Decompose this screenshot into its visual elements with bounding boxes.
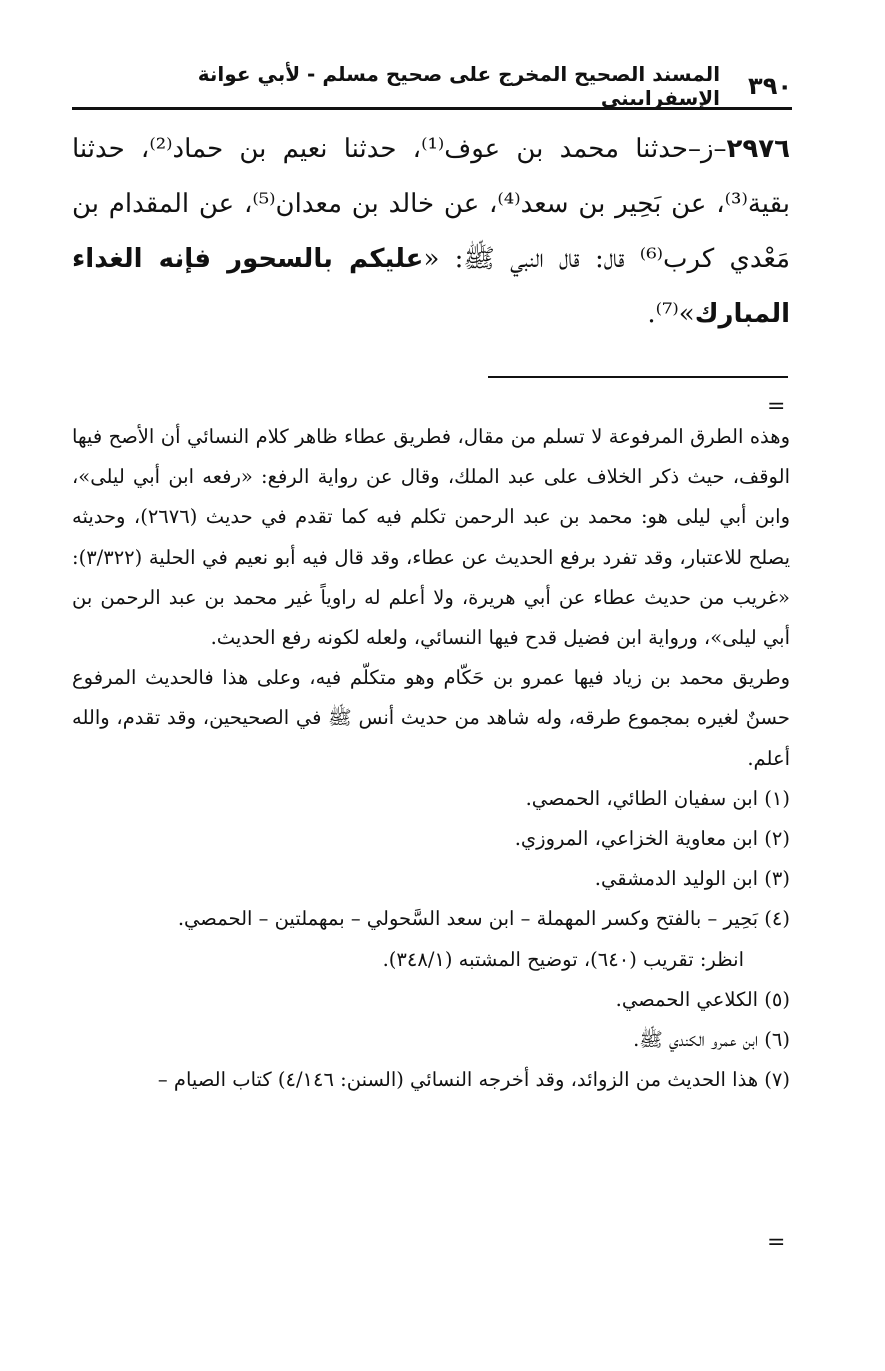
- footnote-1: (١) ابن سفيان الطائي، الحمصي.: [525, 786, 790, 810]
- hadith-ending: »⁽⁷⁾.: [647, 299, 695, 329]
- hadith-text: [72, 122, 790, 342]
- footnote-4-continued: انظر: تقريب (٦٤٠)، توضيح المشتبه (٣٤٨/١).: [382, 947, 744, 971]
- page-number: ٣٩٠: [748, 72, 792, 100]
- hadith-number: ٢٩٧٦: [726, 134, 790, 164]
- footnote-2: (٢) ابن معاوية الخزاعي، المروزي.: [514, 827, 790, 851]
- footnote-3: (٣) ابن الوليد الدمشقي.: [594, 867, 790, 891]
- header-rule: [72, 107, 792, 110]
- hadith-quote: عليكم بالسحور فإنه الغداء المبارك: [72, 244, 790, 329]
- continuation-mark-bottom: =: [767, 1230, 786, 1255]
- footnote-7: (٧) هذا الحديث من الزوائد، وقد أخرجه النسائي (السنن: ٤/١٤٦) كتاب الصيام –: [157, 1068, 790, 1092]
- hadith-body: –ز–حدثنا محمد بن عوف⁽¹⁾، حدثنا نعيم بن حماد⁽²⁾، حدثنا بقية⁽³⁾، عن بَحِير بن سعد⁽⁴⁾، عن خالد بن معدان⁽⁵⁾، عن المقدام بن مَعْدي كرب⁽⁶⁾ قال: قال النبي ﷺ: «: [72, 134, 790, 274]
- running-header: [72, 62, 792, 110]
- footnote-6: (٦) ابن عمرو الكندي ﷺ.: [633, 1028, 790, 1052]
- footnote-5: (٥) الكلاعي الحمصي.: [615, 987, 790, 1011]
- footnote-rule: [488, 376, 788, 378]
- note-paragraph-2: وطريق محمد بن زياد فيها عمرو بن حَكّام وهو متكلّم فيه، وعلى هذا فالحديث المرفوع حسنٌ لغيره بمجموع طرقه، وله شاهد من حديث أنس ﷺ في الصحيحين، وقد تقدم، والله أعلم.: [72, 666, 790, 770]
- note-paragraph-1: وهذه الطرق المرفوعة لا تسلم من مقال، فطريق عطاء ظاهر كلام النسائي أن الأصح فيها الوقف، حيث ذكر الخلاف على عبد الملك، وقال عن رواية الرفع: «رفعه ابن أبي ليلى»، وابن أبي ليلى هو: محمد بن عبد الرحمن تكلم فيه كما تقدم في حديث (٢٦٧٦)، وحديثه يصلح للاعتبار، وقد تفرد برفع الحديث عن عطاء، وقد قال فيه أبو نعيم في الحلية (٣/٣٢٢): «غريب من حديث عطاء عن أبي هريرة، ولا أعلم له راوياً غير محمد بن عبد الرحمن بن أبي ليلى»، ورواية ابن فضيل قدح فيها النسائي، ولعله لكونه رفع الحديث.: [72, 425, 790, 650]
- book-title: المسند الصحيح المخرج على صحيح مسلم - لأبي عوانة الإسفراييني: [197, 62, 721, 110]
- continuation-mark-top: =: [767, 394, 786, 419]
- footnote-4: (٤) بَحِير – بالفتح وكسر المهملة – ابن سعد السَّحولي – بمهملتين – الحمصي.: [177, 907, 790, 931]
- footnotes-section: [72, 417, 790, 1100]
